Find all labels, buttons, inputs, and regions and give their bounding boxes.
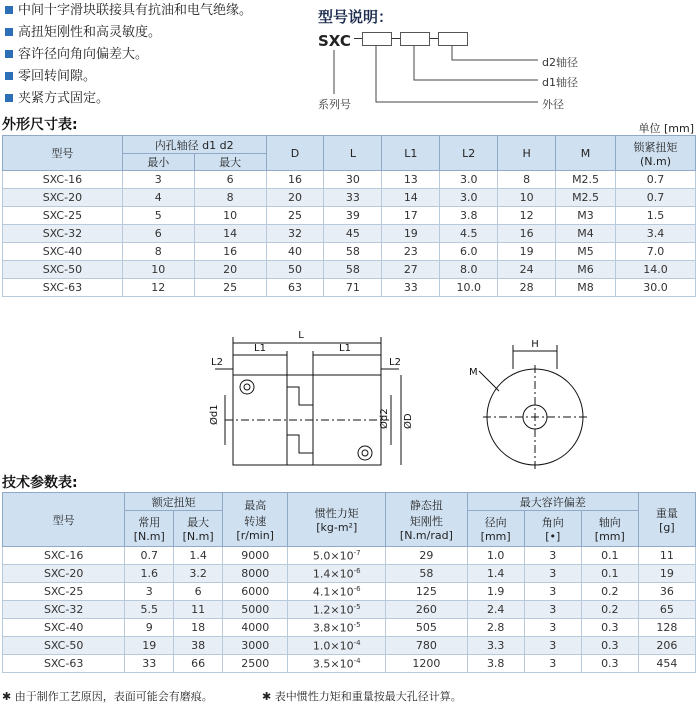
table-cell: 11 bbox=[638, 547, 695, 565]
col-max: 最大 bbox=[194, 154, 266, 171]
table-cell: 58 bbox=[386, 565, 468, 583]
label-L1-left: L1 bbox=[254, 343, 266, 354]
col-torque bbox=[616, 136, 696, 171]
table-cell: 3.8 bbox=[440, 207, 498, 225]
col-min: 最小 bbox=[122, 154, 194, 171]
table-cell: 0.2 bbox=[581, 601, 638, 619]
table-cell: 33 bbox=[324, 189, 382, 207]
exponent: -6 bbox=[353, 566, 361, 575]
table-cell: 25 bbox=[266, 207, 324, 225]
table-cell: 4000 bbox=[223, 619, 288, 637]
table-cell: 14 bbox=[382, 189, 440, 207]
table-row bbox=[3, 207, 696, 225]
table-cell: 25 bbox=[194, 279, 266, 297]
table-row bbox=[3, 619, 696, 637]
table-cell: 8 bbox=[122, 243, 194, 261]
table-cell: 30.0 bbox=[616, 279, 696, 297]
table-cell: 1.6 bbox=[125, 565, 174, 583]
table-cell: 454 bbox=[638, 655, 695, 673]
table-cell: SXC-32 bbox=[3, 601, 125, 619]
col-M: M bbox=[556, 136, 616, 171]
table-row bbox=[3, 565, 696, 583]
table-cell: 50 bbox=[266, 261, 324, 279]
col-L1: L1 bbox=[382, 136, 440, 171]
col-normal bbox=[125, 511, 174, 547]
table-cell: 30 bbox=[324, 171, 382, 189]
col-radial bbox=[467, 511, 524, 547]
feature-item bbox=[2, 88, 252, 110]
table-row bbox=[3, 601, 696, 619]
table-cell: 63 bbox=[266, 279, 324, 297]
feature-item bbox=[2, 22, 252, 44]
table-cell: 3 bbox=[524, 619, 581, 637]
table-cell: $3.5\times 10^{-4}$ bbox=[288, 655, 386, 673]
bullet-icon bbox=[5, 6, 13, 14]
label-d2: Ød2 bbox=[379, 408, 390, 429]
table-cell: 6 bbox=[194, 171, 266, 189]
col-radial-label: 径向 bbox=[484, 516, 507, 529]
table-cell: SXC-25 bbox=[3, 207, 123, 225]
col-H: H bbox=[498, 136, 556, 171]
table-cell: M8 bbox=[556, 279, 616, 297]
table-cell: SXC-20 bbox=[3, 189, 123, 207]
label-M: M bbox=[469, 367, 478, 378]
table-cell: 125 bbox=[386, 583, 468, 601]
table-cell: 10 bbox=[498, 189, 556, 207]
table-cell: 7.0 bbox=[616, 243, 696, 261]
note-1: ✱ 由于制作工艺原因，表面可能会有磨痕。 bbox=[2, 690, 213, 703]
col-stiff-line2: 矩刚性 bbox=[409, 515, 443, 528]
table-cell: M2.5 bbox=[556, 171, 616, 189]
col-max-label: 最大 bbox=[187, 516, 210, 529]
table-cell: 3.0 bbox=[440, 171, 498, 189]
table-cell: SXC-63 bbox=[3, 279, 123, 297]
table-cell: SXC-25 bbox=[3, 583, 125, 601]
table-cell: 260 bbox=[386, 601, 468, 619]
table-cell: 16 bbox=[194, 243, 266, 261]
table-cell: 18 bbox=[174, 619, 223, 637]
table-cell: 19 bbox=[382, 225, 440, 243]
table-cell: 1.4 bbox=[467, 565, 524, 583]
table-cell: M3 bbox=[556, 207, 616, 225]
model-description bbox=[318, 4, 618, 112]
table-cell: 6000 bbox=[223, 583, 288, 601]
col-normal-unit: [N.m] bbox=[133, 530, 165, 543]
table-cell: 9 bbox=[125, 619, 174, 637]
feature-text: 零回转间隙。 bbox=[18, 69, 97, 84]
exponent: -5 bbox=[353, 602, 361, 611]
table-cell: 206 bbox=[638, 637, 695, 655]
technical-drawing bbox=[195, 325, 615, 475]
table-cell: 33 bbox=[125, 655, 174, 673]
table-cell: 14.0 bbox=[616, 261, 696, 279]
table-cell: 0.3 bbox=[581, 619, 638, 637]
table-cell: 23 bbox=[382, 243, 440, 261]
col-speed-line1: 最高 bbox=[244, 499, 267, 512]
bullet-icon bbox=[5, 28, 13, 36]
table-cell: M4 bbox=[556, 225, 616, 243]
table-cell: 66 bbox=[174, 655, 223, 673]
table-cell: 10 bbox=[194, 207, 266, 225]
table-cell: SXC-50 bbox=[3, 637, 125, 655]
bullet-icon bbox=[5, 72, 13, 80]
feature-item bbox=[2, 0, 252, 22]
bullet-icon bbox=[5, 94, 13, 102]
table-cell: 0.3 bbox=[581, 655, 638, 673]
col-L2: L2 bbox=[440, 136, 498, 171]
label-d2: d2轴径 bbox=[542, 56, 578, 69]
table-cell: 3 bbox=[524, 601, 581, 619]
table-row bbox=[3, 171, 696, 189]
table-cell: 19 bbox=[498, 243, 556, 261]
col-inertia bbox=[288, 493, 386, 547]
table-cell: 16 bbox=[498, 225, 556, 243]
exponent: -5 bbox=[353, 620, 361, 629]
table-cell: 65 bbox=[638, 601, 695, 619]
table-cell: 4 bbox=[122, 189, 194, 207]
table-cell: 780 bbox=[386, 637, 468, 655]
table-cell: 13 bbox=[382, 171, 440, 189]
table-row bbox=[3, 655, 696, 673]
table-row bbox=[3, 261, 696, 279]
table-cell: 5 bbox=[122, 207, 194, 225]
col-stiff-unit: [N.m/rad] bbox=[399, 529, 453, 542]
label-d1: Ød1 bbox=[209, 404, 220, 425]
table-cell: 3.4 bbox=[616, 225, 696, 243]
table-cell: 32 bbox=[266, 225, 324, 243]
col-normal-label: 常用 bbox=[138, 516, 161, 529]
col-max-unit: [N.m] bbox=[182, 530, 214, 543]
table-cell: 0.3 bbox=[581, 637, 638, 655]
table-cell: SXC-32 bbox=[3, 225, 123, 243]
table-row bbox=[3, 279, 696, 297]
table-cell: 39 bbox=[324, 207, 382, 225]
exponent: -6 bbox=[353, 584, 361, 593]
table-cell: SXC-20 bbox=[3, 565, 125, 583]
table-cell: 0.7 bbox=[616, 189, 696, 207]
col-weight-label: 重量 bbox=[655, 507, 678, 520]
table-cell: $4.1\times 10^{-6}$ bbox=[288, 583, 386, 601]
col-axial bbox=[581, 511, 638, 547]
col-bore: 内孔轴径 d1 d2 bbox=[122, 136, 266, 154]
table-cell: 3 bbox=[125, 583, 174, 601]
table-cell: 58 bbox=[324, 243, 382, 261]
dim-section-title: 外形尺寸表: bbox=[2, 117, 78, 133]
table-cell: 3 bbox=[524, 583, 581, 601]
col-D: D bbox=[266, 136, 324, 171]
table-cell: M2.5 bbox=[556, 189, 616, 207]
note-1-text: 由于制作工艺原因，表面可能会有磨痕。 bbox=[14, 690, 213, 703]
label-H: H bbox=[531, 339, 539, 350]
table-cell: $5.0\times 10^{-7}$ bbox=[288, 547, 386, 565]
table-cell: 8.0 bbox=[440, 261, 498, 279]
col-L: L bbox=[324, 136, 382, 171]
table-cell: 17 bbox=[382, 207, 440, 225]
col-misalign: 最大容许偏差 bbox=[467, 493, 638, 511]
table-cell: 71 bbox=[324, 279, 382, 297]
col-angular-unit: [•] bbox=[545, 530, 561, 543]
col-radial-unit: [mm] bbox=[480, 530, 511, 543]
col-rated-torque: 额定扭矩 bbox=[125, 493, 223, 511]
table-cell: 3.3 bbox=[467, 637, 524, 655]
table-cell: 3 bbox=[524, 547, 581, 565]
table-cell: 6 bbox=[122, 225, 194, 243]
col-model: 型号 bbox=[3, 493, 125, 547]
table-cell: $1.0\times 10^{-4}$ bbox=[288, 637, 386, 655]
tech-section-title: 技术参数表: bbox=[2, 475, 78, 491]
table-cell: 505 bbox=[386, 619, 468, 637]
label-d1: d1轴径 bbox=[542, 76, 578, 89]
exponent: -4 bbox=[353, 656, 361, 665]
exponent: -7 bbox=[353, 548, 361, 557]
table-cell: 3 bbox=[122, 171, 194, 189]
table-cell: 0.1 bbox=[581, 547, 638, 565]
col-weight-unit: [g] bbox=[659, 521, 675, 534]
col-stiff-line1: 静态扭 bbox=[409, 499, 443, 512]
col-speed-line2: 转速 bbox=[244, 515, 267, 528]
table-cell: 3 bbox=[524, 655, 581, 673]
model-title: 型号说明： bbox=[318, 8, 394, 26]
table-cell: SXC-63 bbox=[3, 655, 125, 673]
table-cell: 2.8 bbox=[467, 619, 524, 637]
label-L: L bbox=[298, 330, 304, 341]
table-cell: 1200 bbox=[386, 655, 468, 673]
table-cell: 5.5 bbox=[125, 601, 174, 619]
table-row bbox=[3, 189, 696, 207]
table-cell: 9000 bbox=[223, 547, 288, 565]
dim-table-body bbox=[3, 171, 696, 297]
label-series: 系列号 bbox=[318, 98, 351, 111]
table-cell: 0.1 bbox=[581, 565, 638, 583]
table-cell: 28 bbox=[498, 279, 556, 297]
table-cell: SXC-16 bbox=[3, 547, 125, 565]
col-angular bbox=[524, 511, 581, 547]
table-cell: 3 bbox=[524, 637, 581, 655]
table-cell: 8 bbox=[498, 171, 556, 189]
table-cell: 45 bbox=[324, 225, 382, 243]
label-outer: 外径 bbox=[542, 98, 564, 111]
dimension-table bbox=[2, 135, 696, 297]
table-cell: 6.0 bbox=[440, 243, 498, 261]
table-cell: 128 bbox=[638, 619, 695, 637]
table-cell: 0.2 bbox=[581, 583, 638, 601]
col-axial-label: 轴向 bbox=[598, 516, 621, 529]
table-row bbox=[3, 243, 696, 261]
feature-text: 容许径向角向偏差大。 bbox=[18, 47, 149, 62]
feature-item bbox=[2, 66, 252, 88]
table-cell: 1.9 bbox=[467, 583, 524, 601]
label-L1-right: L1 bbox=[339, 343, 351, 354]
col-speed bbox=[223, 493, 288, 547]
feature-text: 高扭矩刚性和高灵敏度。 bbox=[18, 25, 162, 40]
col-angular-label: 角向 bbox=[541, 516, 564, 529]
table-row bbox=[3, 583, 696, 601]
table-cell: 3.8 bbox=[467, 655, 524, 673]
table-cell: 0.7 bbox=[616, 171, 696, 189]
table-cell: 14 bbox=[194, 225, 266, 243]
table-cell: 12 bbox=[122, 279, 194, 297]
table-cell: 19 bbox=[638, 565, 695, 583]
table-cell: 20 bbox=[266, 189, 324, 207]
table-cell: 3000 bbox=[223, 637, 288, 655]
note-2-text: 表中惯性力矩和重量按最大孔径计算。 bbox=[274, 690, 462, 703]
table-cell: 3.2 bbox=[174, 565, 223, 583]
table-cell: 3.0 bbox=[440, 189, 498, 207]
col-model: 型号 bbox=[3, 136, 123, 171]
table-cell: 40 bbox=[266, 243, 324, 261]
tech-table-body bbox=[3, 547, 696, 673]
col-max bbox=[174, 511, 223, 547]
table-cell: 6 bbox=[174, 583, 223, 601]
col-inertia-label: 惯性力矩 bbox=[314, 507, 359, 520]
table-cell: 16 bbox=[266, 171, 324, 189]
table-row bbox=[3, 547, 696, 565]
col-weight bbox=[638, 493, 695, 547]
table-cell: 20 bbox=[194, 261, 266, 279]
table-cell: 27 bbox=[382, 261, 440, 279]
note-2: ✱ 表中惯性力矩和重量按最大孔径计算。 bbox=[262, 690, 462, 703]
table-cell: $3.8\times 10^{-5}$ bbox=[288, 619, 386, 637]
table-cell: $1.2\times 10^{-5}$ bbox=[288, 601, 386, 619]
label-L2-left: L2 bbox=[211, 357, 223, 368]
table-cell: 19 bbox=[125, 637, 174, 655]
table-cell: 8000 bbox=[223, 565, 288, 583]
col-torque-label: 锁紧扭矩 bbox=[633, 140, 678, 154]
table-cell: 1.4 bbox=[174, 547, 223, 565]
bullet-icon bbox=[5, 50, 13, 58]
tech-table bbox=[2, 492, 696, 673]
table-cell: SXC-16 bbox=[3, 171, 123, 189]
feature-text: 夹紧方式固定。 bbox=[18, 91, 110, 106]
table-cell: 1.5 bbox=[616, 207, 696, 225]
label-D: ØD bbox=[403, 413, 414, 429]
table-cell: 8 bbox=[194, 189, 266, 207]
col-speed-unit: [r/min] bbox=[236, 529, 274, 542]
table-cell: SXC-50 bbox=[3, 261, 123, 279]
table-cell: 24 bbox=[498, 261, 556, 279]
col-inertia-unit: [kg-m²] bbox=[316, 521, 358, 534]
table-cell: 1.0 bbox=[467, 547, 524, 565]
col-axial-unit: [mm] bbox=[594, 530, 625, 543]
table-row bbox=[3, 637, 696, 655]
col-stiffness bbox=[386, 493, 468, 547]
table-cell: 2500 bbox=[223, 655, 288, 673]
feature-item bbox=[2, 44, 252, 66]
table-cell: M6 bbox=[556, 261, 616, 279]
table-cell: 5000 bbox=[223, 601, 288, 619]
table-cell: 10.0 bbox=[440, 279, 498, 297]
exponent: -4 bbox=[353, 638, 361, 647]
table-cell: M5 bbox=[556, 243, 616, 261]
table-cell: 58 bbox=[324, 261, 382, 279]
table-cell: 10 bbox=[122, 261, 194, 279]
table-cell: SXC-40 bbox=[3, 619, 125, 637]
label-L2-right: L2 bbox=[389, 357, 401, 368]
table-cell: 12 bbox=[498, 207, 556, 225]
table-cell: 36 bbox=[638, 583, 695, 601]
table-cell: $1.4\times 10^{-6}$ bbox=[288, 565, 386, 583]
col-torque-unit: (N.m) bbox=[639, 154, 672, 168]
table-row bbox=[3, 225, 696, 243]
feature-text: 中间十字滑块联接具有抗油和电气绝缘。 bbox=[18, 3, 253, 18]
table-cell: 29 bbox=[386, 547, 468, 565]
table-cell: 38 bbox=[174, 637, 223, 655]
table-cell: 33 bbox=[382, 279, 440, 297]
table-cell: SXC-40 bbox=[3, 243, 123, 261]
table-cell: 0.7 bbox=[125, 547, 174, 565]
table-cell: 4.5 bbox=[440, 225, 498, 243]
table-cell: 2.4 bbox=[467, 601, 524, 619]
table-cell: 11 bbox=[174, 601, 223, 619]
feature-list bbox=[2, 0, 252, 110]
unit-label: 单位 [mm] bbox=[638, 122, 694, 135]
table-cell: 3 bbox=[524, 565, 581, 583]
model-prefix: SXC bbox=[318, 32, 351, 50]
